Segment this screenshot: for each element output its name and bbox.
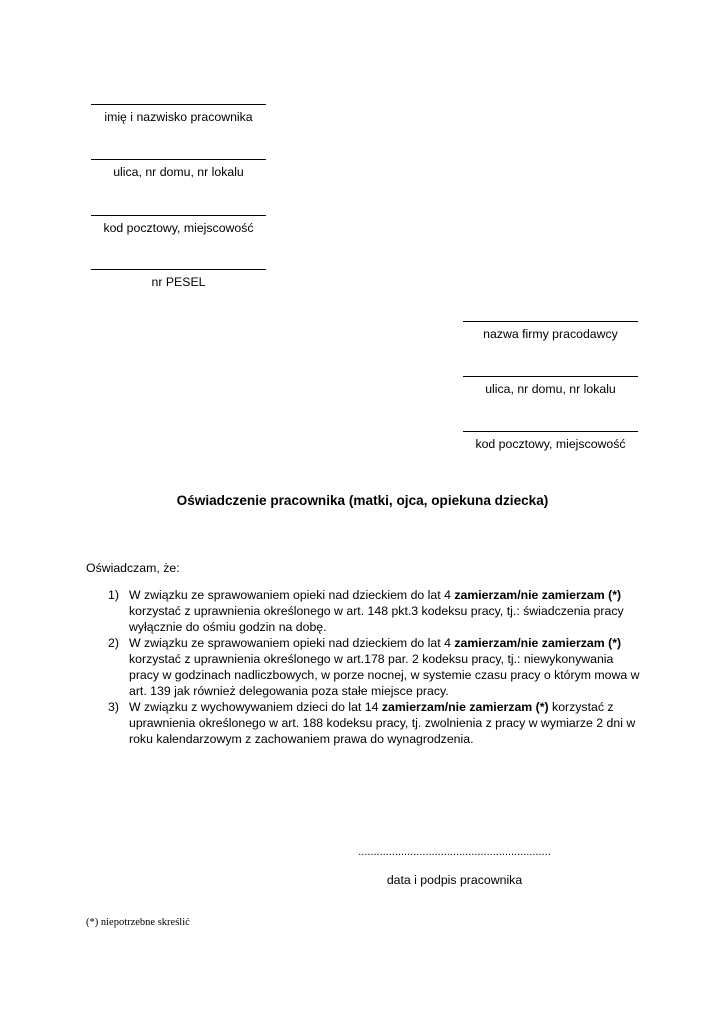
employee-postal-line [91, 215, 266, 216]
item-text-before: W związku ze sprawowaniem opieki nad dzieckiem do lat 4 [129, 636, 455, 650]
declaration-item-2 [108, 635, 643, 699]
declaration-item-3 [108, 699, 643, 747]
declaration-list [108, 587, 643, 747]
item-choice: zamierzam/nie zamierzam (*) [454, 588, 622, 602]
employee-street-line [91, 159, 266, 160]
employee-name-line [91, 104, 266, 105]
employee-postal-field [91, 215, 266, 235]
employee-name-label: imię i nazwisko pracownika [104, 110, 253, 124]
document-title: Oświadczenie pracownika (matki, ojca, opiekuna dziecka) [176, 493, 549, 508]
employee-street-label: ulica, nr domu, nr lokalu [113, 165, 244, 179]
footnote: (*) niepotrzebne skreślić [86, 917, 190, 928]
signature-dots: ............................................................... [358, 846, 551, 858]
employer-postal-field [463, 431, 638, 451]
signature-label: data i podpis pracownika [386, 873, 523, 887]
employer-company-label: nazwa firmy pracodawcy [483, 327, 618, 341]
employer-street-label: ulica, nr domu, nr lokalu [485, 382, 616, 396]
employee-pesel-label: nr PESEL [151, 275, 206, 289]
item-text-after: korzystać z uprawnienia określonego w art.178 par. 2 kodeksu pracy, tj.: niewykonywania pracy w godzinach nadliczbowych, w porze nocnej, w systemie czasu pracy o którym mowa w art. 139 jak również delegowania poza stałe miejsce pracy. [129, 652, 640, 698]
employee-street-field [91, 159, 266, 179]
employee-pesel-field [91, 269, 266, 289]
employer-street-line [463, 376, 638, 377]
employer-postal-label: kod pocztowy, miejscowość [475, 437, 626, 451]
employee-postal-label: kod pocztowy, miejscowość [103, 221, 254, 235]
item-choice: zamierzam/nie zamierzam (*) [454, 636, 622, 650]
item-number: 3) [108, 700, 119, 714]
item-number: 1) [108, 588, 119, 602]
employer-company-field [463, 321, 638, 341]
item-text-after: korzystać z uprawnienia określonego w art. 188 kodeksu pracy, tj. zwolnienia z pracy w wymiarze 2 dni w roku kalendarzowym z zachowaniem prawa do wynagrodzenia. [129, 700, 636, 746]
employee-name-field [91, 104, 266, 124]
item-text-after: korzystać z uprawnienia określonego w art. 148 pkt.3 kodeksu pracy, tj.: świadczenia pracy wyłącznie do ośmiu godzin na dobę. [129, 604, 624, 634]
item-number: 2) [108, 636, 119, 650]
declaration-item-1 [108, 587, 643, 635]
employer-postal-line [463, 431, 638, 432]
item-choice: zamierzam/nie zamierzam (*) [381, 700, 549, 714]
employee-pesel-line [91, 269, 266, 270]
signature-block [343, 846, 566, 887]
intro-text: Oświadczam, że: [86, 561, 180, 575]
employer-street-field [463, 376, 638, 396]
item-text-before: W związku z wychowywaniem dzieci do lat 14 [129, 700, 382, 714]
employer-company-line [463, 321, 638, 322]
item-text-before: W związku ze sprawowaniem opieki nad dzieckiem do lat 4 [129, 588, 455, 602]
